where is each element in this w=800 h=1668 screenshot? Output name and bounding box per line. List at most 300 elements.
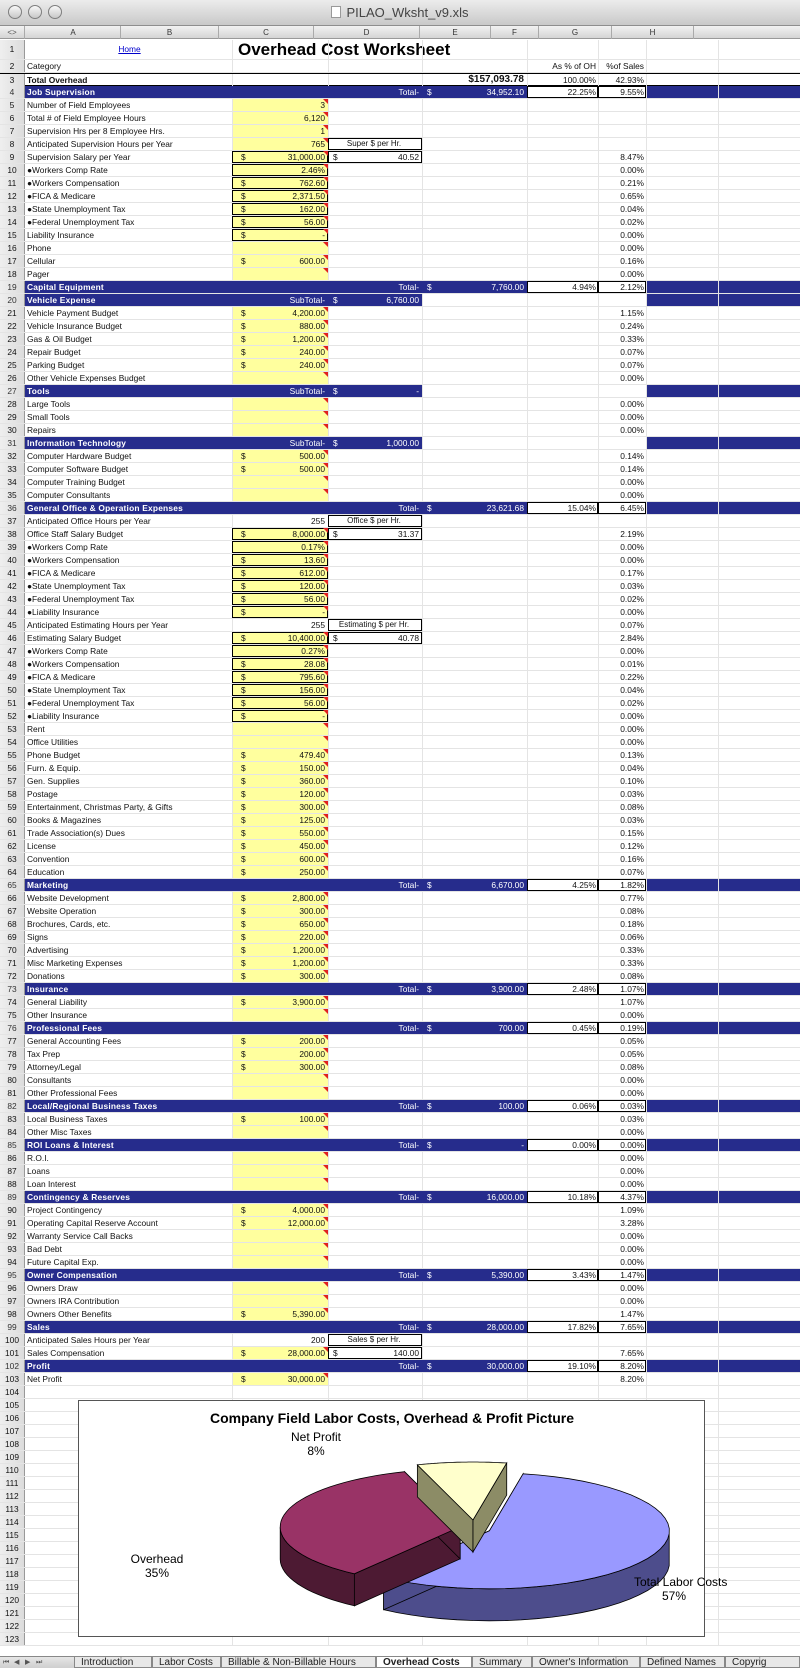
cell-g56[interactable]	[646, 762, 718, 774]
cell-h80[interactable]	[718, 1074, 800, 1086]
cell-d3[interactable]	[422, 74, 527, 86]
cell-g10[interactable]	[646, 164, 718, 176]
cell-f65[interactable]	[598, 879, 646, 891]
row-number[interactable]: 8	[0, 138, 25, 150]
row-number[interactable]: 114	[0, 1516, 25, 1528]
cell-b65[interactable]	[232, 879, 328, 891]
cell-h45[interactable]	[718, 619, 800, 631]
cell-c9[interactable]	[328, 151, 422, 163]
cell-b99[interactable]	[232, 1321, 328, 1333]
cell-e46[interactable]	[527, 632, 598, 644]
cell-a90[interactable]	[26, 1204, 232, 1216]
cell-f5[interactable]	[598, 99, 646, 111]
cell-d29[interactable]	[422, 411, 527, 423]
cell-a82[interactable]	[26, 1100, 232, 1112]
cell-f75[interactable]	[598, 1009, 646, 1021]
cell-h9[interactable]	[718, 151, 800, 163]
cell-a94[interactable]	[26, 1256, 232, 1268]
cell-c65[interactable]	[328, 879, 422, 891]
row-number[interactable]: 88	[0, 1178, 25, 1190]
cell-a101[interactable]	[26, 1347, 232, 1359]
cell-h63[interactable]	[718, 853, 800, 865]
cell-f78[interactable]	[598, 1048, 646, 1060]
cell-f102[interactable]	[598, 1360, 646, 1372]
row-number[interactable]: 27	[0, 385, 25, 397]
cell-c21[interactable]	[328, 307, 422, 319]
cell-h94[interactable]	[718, 1256, 800, 1268]
cell-e75[interactable]	[527, 1009, 598, 1021]
cell-g27[interactable]	[646, 385, 718, 397]
cell-e44[interactable]	[527, 606, 598, 618]
cell-f90[interactable]	[598, 1204, 646, 1216]
cell-f16[interactable]	[598, 242, 646, 254]
cell-b85[interactable]	[232, 1139, 328, 1151]
cell-d22[interactable]	[422, 320, 527, 332]
cell-e39[interactable]	[527, 541, 598, 553]
cell-d75[interactable]	[422, 1009, 527, 1021]
cell-a59[interactable]	[26, 801, 232, 813]
cell-g49[interactable]	[646, 671, 718, 683]
cell-f2[interactable]	[598, 60, 646, 72]
cell-c32[interactable]	[328, 450, 422, 462]
cell-h69[interactable]	[718, 931, 800, 943]
cell-e3[interactable]	[527, 74, 598, 86]
column-header-c[interactable]: C	[219, 26, 314, 39]
cell-a33[interactable]	[26, 463, 232, 475]
cell-d25[interactable]	[422, 359, 527, 371]
cell-e69[interactable]	[527, 931, 598, 943]
cell-b20[interactable]	[232, 294, 328, 306]
cell-h13[interactable]	[718, 203, 800, 215]
cell-d7[interactable]	[422, 125, 527, 137]
cell-e80[interactable]	[527, 1074, 598, 1086]
cell-h116[interactable]	[718, 1542, 800, 1554]
cell-g68[interactable]	[646, 918, 718, 930]
cell-a83[interactable]	[26, 1113, 232, 1125]
cell-h105[interactable]	[718, 1399, 800, 1411]
cell-g33[interactable]	[646, 463, 718, 475]
cell-a103[interactable]	[26, 1373, 232, 1385]
cell-c80[interactable]	[328, 1074, 422, 1086]
cell-b95[interactable]	[232, 1269, 328, 1281]
cell-g28[interactable]	[646, 398, 718, 410]
cell-e23[interactable]	[527, 333, 598, 345]
cell-g31[interactable]	[646, 437, 718, 449]
cell-b80[interactable]	[232, 1074, 328, 1086]
cell-c85[interactable]	[328, 1139, 422, 1151]
cell-a100[interactable]	[26, 1334, 232, 1346]
row-number[interactable]: 40	[0, 554, 25, 566]
cell-d28[interactable]	[422, 398, 527, 410]
cell-h11[interactable]	[718, 177, 800, 189]
cell-a62[interactable]	[26, 840, 232, 852]
cell-f34[interactable]	[598, 476, 646, 488]
cell-c67[interactable]	[328, 905, 422, 917]
cell-a6[interactable]	[26, 112, 232, 124]
cell-a58[interactable]	[26, 788, 232, 800]
cell-c54[interactable]	[328, 736, 422, 748]
row-number[interactable]: 90	[0, 1204, 25, 1216]
cell-e29[interactable]	[527, 411, 598, 423]
row-number[interactable]: 43	[0, 593, 25, 605]
sheet-tab-owner-s-information[interactable]: Owner's Information	[532, 1657, 640, 1668]
cell-b83[interactable]	[232, 1113, 328, 1125]
cell-f27[interactable]	[598, 385, 646, 397]
cell-f97[interactable]	[598, 1295, 646, 1307]
cell-c103[interactable]	[328, 1373, 422, 1385]
cell-h75[interactable]	[718, 1009, 800, 1021]
cell-g100[interactable]	[646, 1334, 718, 1346]
cell-b78[interactable]	[232, 1048, 328, 1060]
cell-b35[interactable]	[232, 489, 328, 501]
cell-e90[interactable]	[527, 1204, 598, 1216]
cell-e15[interactable]	[527, 229, 598, 241]
cell-g98[interactable]	[646, 1308, 718, 1320]
cell-h72[interactable]	[718, 970, 800, 982]
cell-e51[interactable]	[527, 697, 598, 709]
cell-c77[interactable]	[328, 1035, 422, 1047]
cell-g79[interactable]	[646, 1061, 718, 1073]
cell-d96[interactable]	[422, 1282, 527, 1294]
cell-f58[interactable]	[598, 788, 646, 800]
cell-h25[interactable]	[718, 359, 800, 371]
cell-h118[interactable]	[718, 1568, 800, 1580]
cell-c58[interactable]	[328, 788, 422, 800]
cell-a37[interactable]	[26, 515, 232, 527]
cell-h56[interactable]	[718, 762, 800, 774]
cell-c20[interactable]	[328, 294, 422, 306]
cell-d102[interactable]	[422, 1360, 527, 1372]
cell-f101[interactable]	[598, 1347, 646, 1359]
cell-d14[interactable]	[422, 216, 527, 228]
row-number[interactable]: 81	[0, 1087, 25, 1099]
cell-h122[interactable]	[718, 1620, 800, 1632]
cell-b69[interactable]	[232, 931, 328, 943]
row-number[interactable]: 14	[0, 216, 25, 228]
cell-b79[interactable]	[232, 1061, 328, 1073]
cell-e20[interactable]	[527, 294, 598, 306]
cell-a20[interactable]	[26, 294, 232, 306]
cell-h108[interactable]	[718, 1438, 800, 1450]
cell-f84[interactable]	[598, 1126, 646, 1138]
cell-f35[interactable]	[598, 489, 646, 501]
cell-h30[interactable]	[718, 424, 800, 436]
cell-f32[interactable]	[598, 450, 646, 462]
cell-d71[interactable]	[422, 957, 527, 969]
cell-b24[interactable]	[232, 346, 328, 358]
cell-b63[interactable]	[232, 853, 328, 865]
cell-b1[interactable]	[232, 40, 328, 59]
cell-f4[interactable]	[598, 86, 646, 98]
cell-b57[interactable]	[232, 775, 328, 787]
cell-b68[interactable]	[232, 918, 328, 930]
cell-f77[interactable]	[598, 1035, 646, 1047]
cell-e91[interactable]	[527, 1217, 598, 1229]
cell-h88[interactable]	[718, 1178, 800, 1190]
cell-g103[interactable]	[646, 1373, 718, 1385]
cell-f42[interactable]	[598, 580, 646, 592]
cell-d54[interactable]	[422, 736, 527, 748]
cell-f53[interactable]	[598, 723, 646, 735]
cell-f63[interactable]	[598, 853, 646, 865]
cell-a50[interactable]	[26, 684, 232, 696]
cell-c66[interactable]	[328, 892, 422, 904]
cell-f104[interactable]	[598, 1386, 646, 1398]
cell-d74[interactable]	[422, 996, 527, 1008]
cell-e60[interactable]	[527, 814, 598, 826]
cell-h95[interactable]	[718, 1269, 800, 1281]
cell-h24[interactable]	[718, 346, 800, 358]
cell-g83[interactable]	[646, 1113, 718, 1125]
home-link[interactable]	[26, 40, 232, 59]
cell-c79[interactable]	[328, 1061, 422, 1073]
cell-a13[interactable]	[26, 203, 232, 215]
row-number[interactable]: 97	[0, 1295, 25, 1307]
cell-b27[interactable]	[232, 385, 328, 397]
row-number[interactable]: 84	[0, 1126, 25, 1138]
cell-h117[interactable]	[718, 1555, 800, 1567]
cell-c101[interactable]	[328, 1347, 422, 1359]
cell-h115[interactable]	[718, 1529, 800, 1541]
cell-h92[interactable]	[718, 1230, 800, 1242]
cell-g80[interactable]	[646, 1074, 718, 1086]
row-number[interactable]: 66	[0, 892, 25, 904]
row-number[interactable]: 24	[0, 346, 25, 358]
cell-h36[interactable]	[718, 502, 800, 514]
row-number[interactable]: 91	[0, 1217, 25, 1229]
cell-g86[interactable]	[646, 1152, 718, 1164]
cell-f8[interactable]	[598, 138, 646, 150]
cell-g65[interactable]	[646, 879, 718, 891]
cell-e65[interactable]	[527, 879, 598, 891]
cell-d73[interactable]	[422, 983, 527, 995]
row-number[interactable]: 45	[0, 619, 25, 631]
cell-h68[interactable]	[718, 918, 800, 930]
cell-e2[interactable]	[527, 60, 598, 72]
cell-g93[interactable]	[646, 1243, 718, 1255]
cell-h43[interactable]	[718, 593, 800, 605]
cell-e1[interactable]	[527, 40, 598, 59]
cell-g99[interactable]	[646, 1321, 718, 1333]
column-header-a[interactable]: A	[26, 26, 121, 39]
cell-b23[interactable]	[232, 333, 328, 345]
cell-h48[interactable]	[718, 658, 800, 670]
row-number[interactable]: 80	[0, 1074, 25, 1086]
cell-c87[interactable]	[328, 1165, 422, 1177]
cell-c1[interactable]	[328, 40, 422, 59]
cell-d15[interactable]	[422, 229, 527, 241]
cell-d44[interactable]	[422, 606, 527, 618]
cell-f50[interactable]	[598, 684, 646, 696]
cell-b70[interactable]	[232, 944, 328, 956]
cell-g22[interactable]	[646, 320, 718, 332]
cell-h74[interactable]	[718, 996, 800, 1008]
cell-f33[interactable]	[598, 463, 646, 475]
cell-a30[interactable]	[26, 424, 232, 436]
cell-c82[interactable]	[328, 1100, 422, 1112]
cell-b104[interactable]	[232, 1386, 328, 1398]
cell-f55[interactable]	[598, 749, 646, 761]
cell-d39[interactable]	[422, 541, 527, 553]
cell-g19[interactable]	[646, 281, 718, 293]
row-number[interactable]: 38	[0, 528, 25, 540]
cell-f79[interactable]	[598, 1061, 646, 1073]
cell-d1[interactable]	[422, 40, 527, 59]
row-number[interactable]: 111	[0, 1477, 25, 1489]
pie-chart[interactable]	[78, 1400, 728, 1637]
row-number[interactable]: 58	[0, 788, 25, 800]
cell-f40[interactable]	[598, 554, 646, 566]
cell-c72[interactable]	[328, 970, 422, 982]
cell-f11[interactable]	[598, 177, 646, 189]
row-number[interactable]: 12	[0, 190, 25, 202]
cell-g78[interactable]	[646, 1048, 718, 1060]
cell-e49[interactable]	[527, 671, 598, 683]
cell-h78[interactable]	[718, 1048, 800, 1060]
cell-e89[interactable]	[527, 1191, 598, 1203]
cell-h102[interactable]	[718, 1360, 800, 1372]
cell-g59[interactable]	[646, 801, 718, 813]
cell-c43[interactable]	[328, 593, 422, 605]
cell-g92[interactable]	[646, 1230, 718, 1242]
cell-b52[interactable]	[232, 710, 328, 722]
sheet-nav-arrow[interactable]: ◀	[14, 1659, 20, 1666]
cell-b87[interactable]	[232, 1165, 328, 1177]
cell-c49[interactable]	[328, 671, 422, 683]
cell-c47[interactable]	[328, 645, 422, 657]
cell-e64[interactable]	[527, 866, 598, 878]
cell-a19[interactable]	[26, 281, 232, 293]
cell-g52[interactable]	[646, 710, 718, 722]
cell-d30[interactable]	[422, 424, 527, 436]
cell-e19[interactable]	[527, 281, 598, 293]
cell-g97[interactable]	[646, 1295, 718, 1307]
cell-f43[interactable]	[598, 593, 646, 605]
cell-a70[interactable]	[26, 944, 232, 956]
cell-e8[interactable]	[527, 138, 598, 150]
cell-b66[interactable]	[232, 892, 328, 904]
cell-c90[interactable]	[328, 1204, 422, 1216]
cell-h101[interactable]	[718, 1347, 800, 1359]
cell-c39[interactable]	[328, 541, 422, 553]
sheet-tab-labor-costs[interactable]: Labor Costs	[152, 1657, 221, 1668]
cell-c60[interactable]	[328, 814, 422, 826]
row-number[interactable]: 2	[0, 60, 25, 72]
cell-d31[interactable]	[422, 437, 527, 449]
cell-a42[interactable]	[26, 580, 232, 592]
cell-f17[interactable]	[598, 255, 646, 267]
cell-c44[interactable]	[328, 606, 422, 618]
cell-e77[interactable]	[527, 1035, 598, 1047]
cell-c102[interactable]	[328, 1360, 422, 1372]
cell-g24[interactable]	[646, 346, 718, 358]
cell-e83[interactable]	[527, 1113, 598, 1125]
cell-f80[interactable]	[598, 1074, 646, 1086]
cell-e95[interactable]	[527, 1269, 598, 1281]
cell-a34[interactable]	[26, 476, 232, 488]
cell-c61[interactable]	[328, 827, 422, 839]
cell-h39[interactable]	[718, 541, 800, 553]
cell-d35[interactable]	[422, 489, 527, 501]
column-header-h[interactable]: H	[612, 26, 694, 39]
cell-d81[interactable]	[422, 1087, 527, 1099]
cell-d64[interactable]	[422, 866, 527, 878]
cell-g82[interactable]	[646, 1100, 718, 1112]
cell-b4[interactable]	[232, 86, 328, 98]
row-number[interactable]: 56	[0, 762, 25, 774]
cell-h4[interactable]	[718, 86, 800, 98]
cell-f23[interactable]	[598, 333, 646, 345]
cell-a40[interactable]	[26, 554, 232, 566]
cell-b72[interactable]	[232, 970, 328, 982]
cell-c33[interactable]	[328, 463, 422, 475]
cell-f26[interactable]	[598, 372, 646, 384]
row-number[interactable]: 33	[0, 463, 25, 475]
cell-a48[interactable]	[26, 658, 232, 670]
row-number[interactable]: 34	[0, 476, 25, 488]
cell-g76[interactable]	[646, 1022, 718, 1034]
cell-a86[interactable]	[26, 1152, 232, 1164]
cell-h119[interactable]	[718, 1581, 800, 1593]
cell-d72[interactable]	[422, 970, 527, 982]
row-number[interactable]: 104	[0, 1386, 25, 1398]
cell-e4[interactable]	[527, 86, 598, 98]
cell-f86[interactable]	[598, 1152, 646, 1164]
cell-h33[interactable]	[718, 463, 800, 475]
row-number[interactable]: 13	[0, 203, 25, 215]
cell-a57[interactable]	[26, 775, 232, 787]
cell-e103[interactable]	[527, 1373, 598, 1385]
cell-h55[interactable]	[718, 749, 800, 761]
cell-a63[interactable]	[26, 853, 232, 865]
cell-d40[interactable]	[422, 554, 527, 566]
row-number[interactable]: 87	[0, 1165, 25, 1177]
cell-e70[interactable]	[527, 944, 598, 956]
cell-h99[interactable]	[718, 1321, 800, 1333]
cell-g37[interactable]	[646, 515, 718, 527]
row-number[interactable]: 48	[0, 658, 25, 670]
cell-b84[interactable]	[232, 1126, 328, 1138]
cell-d70[interactable]	[422, 944, 527, 956]
row-number[interactable]: 118	[0, 1568, 25, 1580]
cell-a65[interactable]	[26, 879, 232, 891]
cell-a73[interactable]	[26, 983, 232, 995]
cell-b58[interactable]	[232, 788, 328, 800]
cell-b48[interactable]	[232, 658, 328, 670]
cell-h10[interactable]	[718, 164, 800, 176]
cell-c71[interactable]	[328, 957, 422, 969]
cell-b7[interactable]	[232, 125, 328, 137]
cell-a47[interactable]	[26, 645, 232, 657]
cell-c42[interactable]	[328, 580, 422, 592]
cell-c76[interactable]	[328, 1022, 422, 1034]
row-number[interactable]: 123	[0, 1633, 25, 1645]
row-number[interactable]: 107	[0, 1425, 25, 1437]
cell-a45[interactable]	[26, 619, 232, 631]
cell-h110[interactable]	[718, 1464, 800, 1476]
cell-d32[interactable]	[422, 450, 527, 462]
cell-f81[interactable]	[598, 1087, 646, 1099]
cell-h100[interactable]	[718, 1334, 800, 1346]
cell-c4[interactable]	[328, 86, 422, 98]
cell-h114[interactable]	[718, 1516, 800, 1528]
row-number[interactable]: 86	[0, 1152, 25, 1164]
cell-g20[interactable]	[646, 294, 718, 306]
cell-c78[interactable]	[328, 1048, 422, 1060]
cell-b50[interactable]	[232, 684, 328, 696]
cell-g91[interactable]	[646, 1217, 718, 1229]
cell-h65[interactable]	[718, 879, 800, 891]
